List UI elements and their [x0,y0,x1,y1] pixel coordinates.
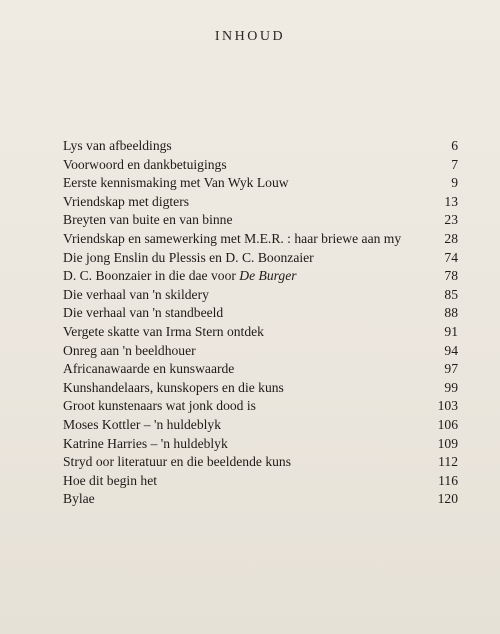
toc-entry-title: Lys van afbeeldings [63,138,172,153]
toc-entry-title [63,267,428,286]
toc-entry-page: 7 [451,156,458,172]
toc-entry [63,490,458,509]
toc-entry [63,304,458,323]
toc-entry-title-text: D. C. Boonzaier in die dae voor [63,268,240,284]
toc-entry-page: 28 [444,230,458,246]
toc-entry [63,416,458,435]
page-heading: INHOUD [214,29,286,44]
toc-entry-page: 103 [437,398,458,414]
toc-entry [63,249,458,268]
toc-entry-title: Katrine Harries – 'n huldeblyk [63,435,228,451]
toc-entry [63,379,458,398]
toc-entry-page: 116 [438,472,458,488]
toc-entry-page: 23 [444,212,458,228]
toc-entry-title: Hoe dit begin het [63,472,158,488]
toc-entry-title: Eerste kennismaking met Van Wyk Louw [63,175,289,191]
toc-entry-title: Die verhaal van 'n standbeeld [63,305,224,321]
toc-entry-title: Onreg aan 'n beeldhouer [63,342,196,358]
toc-entry-title: Vriendskap met digters [63,193,190,209]
toc-entry-title: Die verhaal van 'n skildery [63,286,209,302]
toc-entry-title-italic: De Burger [239,268,297,284]
toc-entry-title: Stryd oor literatuur en die beeldende kuns [63,454,292,470]
toc-entry-page: 6 [451,138,458,153]
toc-entry-title: Vriendskap en samewerking met M.E.R. : haar briewe aan my [63,230,402,246]
toc-entry [63,323,458,342]
toc-entry [63,453,458,472]
toc-entry [63,211,458,230]
toc-entry-page: 85 [444,286,458,302]
toc-entry [63,286,458,305]
toc-entry-title: Breyten van buite en van binne [63,212,233,228]
toc-entry [63,174,458,193]
toc-entry-page: 97 [444,361,458,377]
toc-entry-title: Groot kunstenaars wat jonk dood is [63,398,256,414]
toc-entry-title: Bylae [63,491,95,507]
toc-entry-page: 13 [444,193,458,209]
toc-entry [63,156,458,175]
toc-entry-page: 91 [444,323,458,339]
toc-entry-title: Africanawaarde en kunswaarde [63,361,235,377]
toc-entry-page: 99 [444,379,458,395]
toc-entry [63,267,458,286]
toc-entry [63,230,458,249]
toc-entry [63,435,458,454]
toc-entry [63,472,458,491]
toc-entry [63,397,458,416]
toc-entry [63,360,458,379]
toc-entry-page: 109 [437,435,458,451]
toc-entry-page: 9 [451,175,458,191]
toc-entry [63,342,458,361]
toc-entry-title: Die jong Enslin du Plessis en D. C. Boonzaier [63,249,314,265]
table-of-contents [63,137,458,509]
toc-entry-page: 88 [444,305,458,321]
toc-entry-page: 74 [444,249,458,265]
toc-entry-page: 78 [444,268,458,284]
toc-entry-page: 112 [438,454,458,470]
toc-entry-page: 120 [437,491,458,507]
toc-entry-title: Vergete skatte van Irma Stern ontdek [63,323,264,339]
toc-entry-title: Moses Kottler – 'n huldeblyk [63,416,222,432]
toc-entry-page: 106 [437,416,458,432]
toc-entry-page: 94 [444,342,458,358]
toc-entry [63,193,458,212]
toc-entry [63,137,458,156]
toc-entry-title: Kunshandelaars, kunskopers en die kuns [63,379,284,395]
toc-entry-title: Voorwoord en dankbetuigings [63,156,227,172]
